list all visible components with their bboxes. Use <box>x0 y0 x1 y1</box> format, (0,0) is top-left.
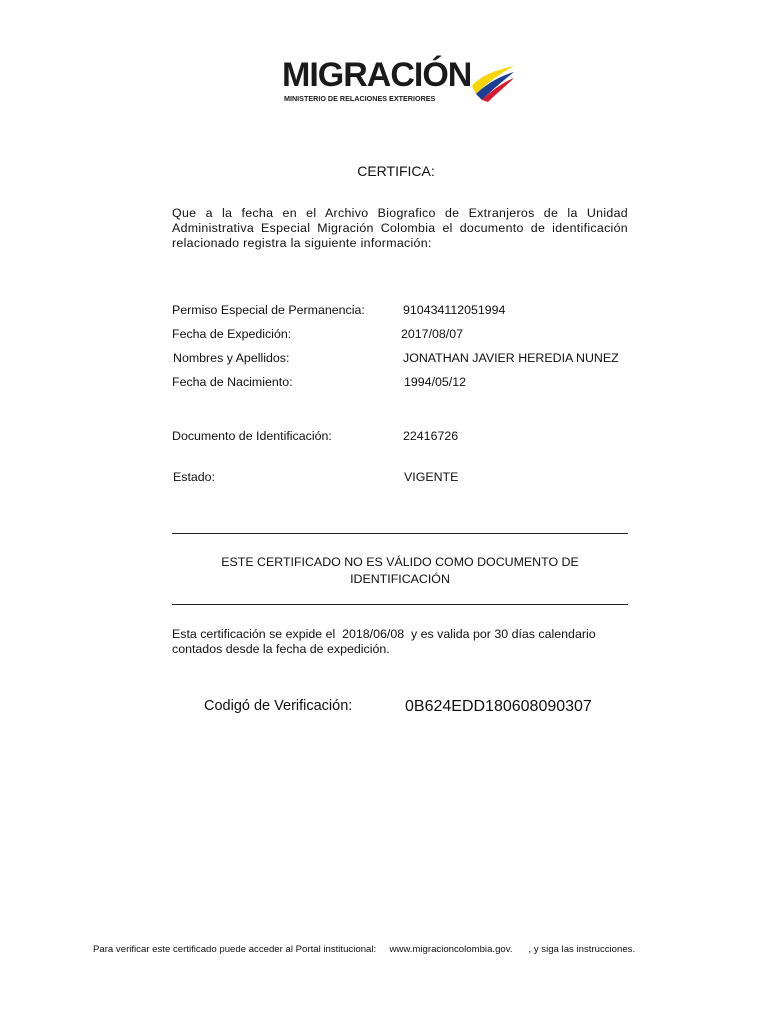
verification-code: 0B624EDD180608090307 <box>405 698 592 715</box>
permiso-value: 910434112051994 <box>403 303 506 317</box>
logo-subtitle: MINISTERIO DE RELACIONES EXTERIORES <box>284 94 436 103</box>
footer-tail: , y siga las instrucciones. <box>528 944 636 955</box>
footer-note <box>93 944 635 955</box>
validity-line-2: contados desde la fecha de expedición. <box>172 642 390 656</box>
migracion-logo <box>282 56 522 116</box>
verification-label: Codigó de Verificación: <box>204 698 353 714</box>
footer-text: Para verificar este certificado puede acceder al Portal institucional: <box>93 944 377 955</box>
divider-bottom <box>172 604 628 605</box>
colombia-flag-swoosh-icon <box>470 64 516 104</box>
nacimiento-value: 1994/05/12 <box>404 375 467 389</box>
divider-top <box>172 533 628 534</box>
logo-title: MIGRACIÓN <box>282 56 472 94</box>
expedicion-value: 2017/08/07 <box>401 327 464 341</box>
validity-notice <box>172 554 628 588</box>
validity-paragraph <box>172 627 632 657</box>
nombres-value: JONATHAN JAVIER HEREDIA NUNEZ <box>403 351 619 365</box>
intro-paragraph: Que a la fecha en el Archivo Biografico de Extranjeros de la Unidad Administrativa Especial Migración Colombia el documento de identificación relacionado registra la siguiente información: <box>172 206 628 250</box>
validity-line-1: Esta certificación se expide el 2018/06/08 y es valida por 30 días calendario <box>172 627 596 641</box>
notice-line-2: IDENTIFICACIÓN <box>350 572 450 586</box>
estado-value: VIGENTE <box>404 470 459 484</box>
expedicion-label: Fecha de Expedición: <box>172 327 292 341</box>
documento-value: 22416726 <box>403 429 459 443</box>
estado-label: Estado: <box>173 470 216 484</box>
footer-url[interactable]: www.migracioncolombia.gov. <box>389 944 513 955</box>
nombres-label: Nombres y Apellidos: <box>173 351 290 365</box>
nacimiento-label: Fecha de Nacimiento: <box>172 375 293 389</box>
documento-label: Documento de Identificación: <box>172 429 332 443</box>
permiso-label: Permiso Especial de Permanencia: <box>172 303 365 317</box>
notice-line-1: ESTE CERTIFICADO NO ES VÁLIDO COMO DOCUMENTO DE <box>221 555 579 569</box>
page-title: CERTIFICA: <box>357 163 435 179</box>
